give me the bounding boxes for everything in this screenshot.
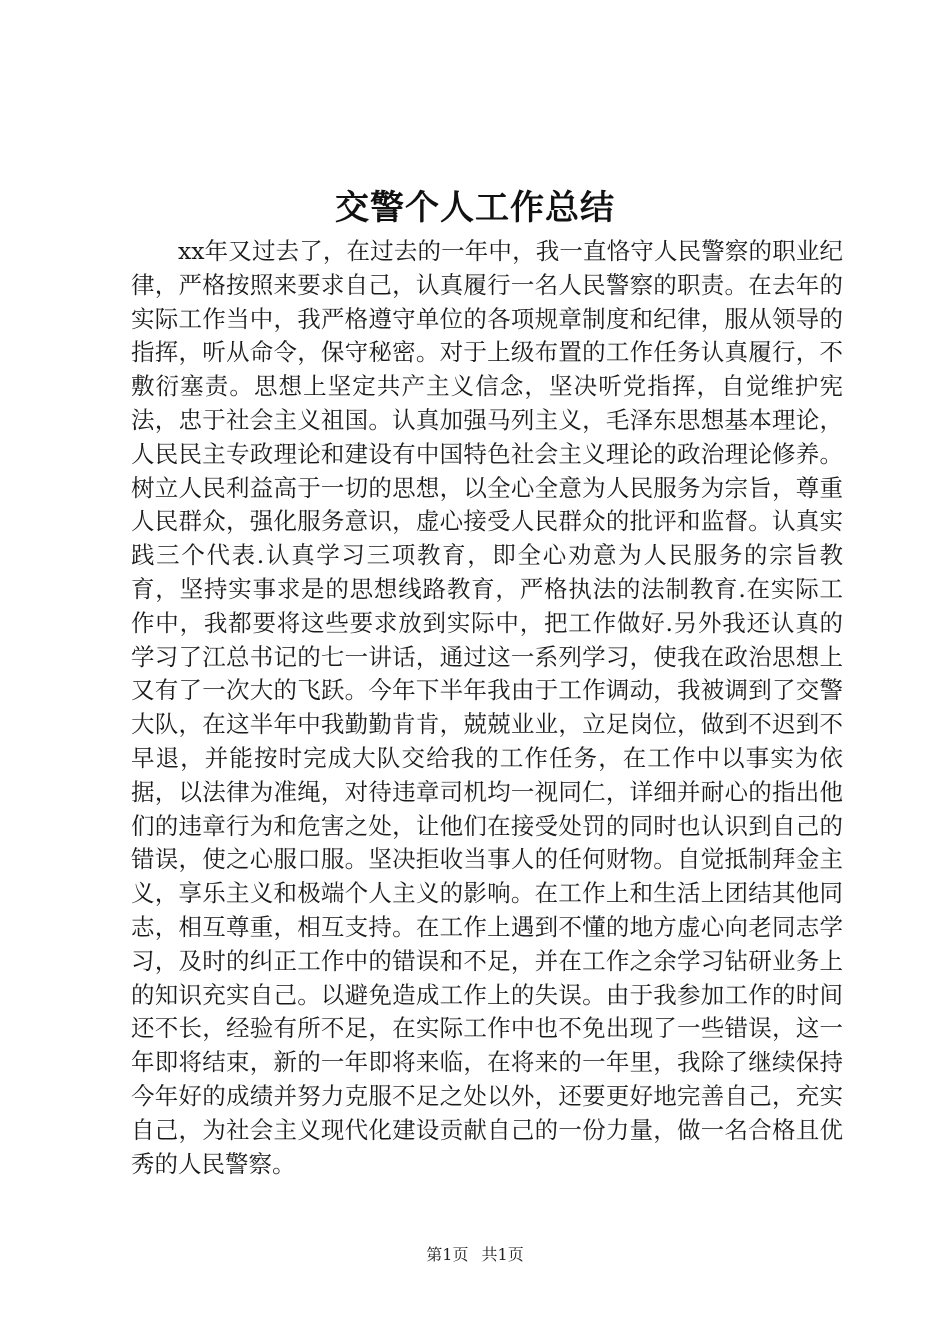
page-footer: [0, 1243, 950, 1267]
page-number-current: 第1页: [426, 1245, 469, 1264]
document-title: 交警个人工作总结: [335, 188, 615, 228]
page-number-total: 共1页: [481, 1245, 524, 1264]
body-paragraph: xx年又过去了，在过去的一年中，我一直恪守人民警察的职业纪律，严格按照来要求自己，认真履行一名人民警察的职责。在去年的实际工作当中，我严格遵守单位的各项规章制度和纪律，服从领导的指挥，听从命令，保守秘密。对于上级布置的工作任务认真履行，不敷衍塞责。思想上坚定共产主义信念，坚决听党指挥，自觉维护宪法，忠于社会主义祖国。认真加强马列主义，毛泽东思想基本理论，人民民主专政理论和建设有中国特色社会主义理论的政治理论修养。树立人民利益高于一切的思想，以全心全意为人民服务为宗旨，尊重人民群众，强化服务意识，虚心接受人民群众的批评和监督。认真实践三个代表.认真学习三项教育，即全心劝意为人民服务的宗旨教育，坚持实事求是的思想线路教育，严格执法的法制教育.在实际工作中，我都要将这些要求放到实际中，把工作做好.另外我还认真的学习了江总书记的七一讲话，通过这一系列学习，使我在政治思想上又有了一次大的飞跃。今年下半年我由于工作调动，我被调到了交警大队，在这半年中我勤勤肯肯，兢兢业业，立足岗位，做到不迟到不早退，并能按时完成大队交给我的工作任务，在工作中以事实为依据，以法律为准绳，对待违章司机均一视同仁，详细并耐心的指出他们的违章行为和危害之处，让他们在接受处罚的同时也认识到自己的错误，使之心服口服。坚决拒收当事人的任何财物。自觉抵制拜金主义，享乐主义和极端个人主义的影响。在工作上和生活上团结其他同志，相互尊重，相互支持。在工作上遇到不懂的地方虚心向老同志学习，及时的纠正工作中的错误和不足，并在工作之余学习钻研业务上的知识充实自己。以避免造成工作上的失误。由于我参加工作的时间还不长，经验有所不足，在实际工作中也不免出现了一些错误，这一年即将结束，新的一年即将来临，在将来的一年里，我除了继续保持今年好的成绩并努力克服不足之处以外，还要更好地完善自己，充实自己，为社会主义现代化建设贡献自己的一份力量，做一名合格且优秀的人民警察。: [131, 237, 843, 1178]
